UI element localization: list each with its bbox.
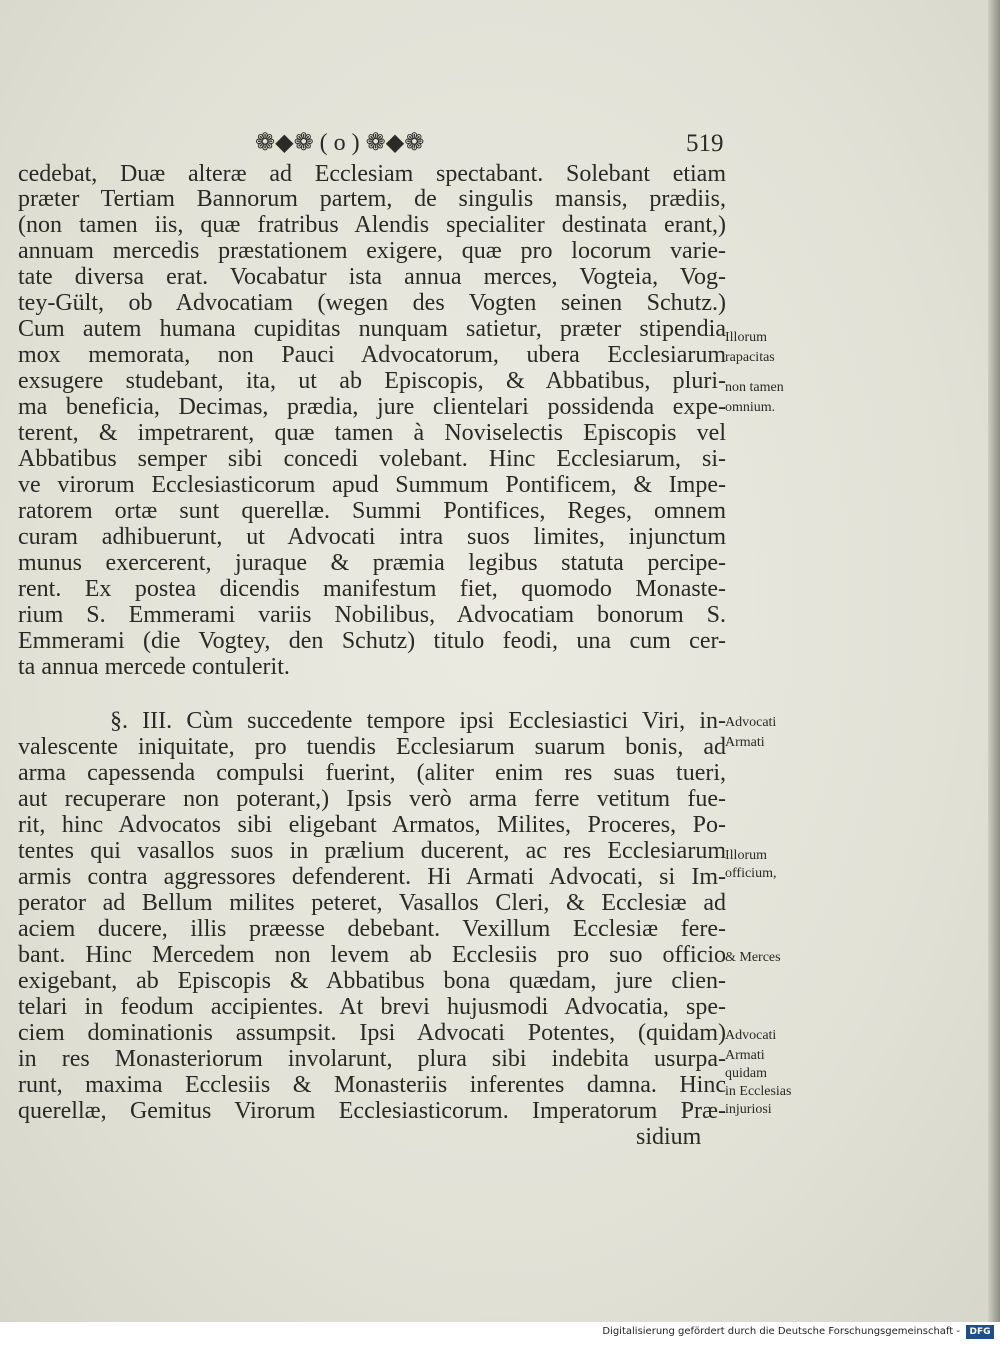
funding-notice: Digitalisierung gefördert durch die Deutsche Forschungsgemeinschaft - [602,1326,960,1337]
text-line: tey-Gült, ob Advocatiam (wegen des Vogten seinen Schutz.) [18,290,726,316]
text-line: exsugere studebant, ita, ut ab Episcopis, & Abbatibus, pluri- [18,368,726,394]
text-line: ratorem ortæ sunt querellæ. Summi Pontifices, Reges, omnem [18,498,726,524]
text-line: annuam mercedis præstationem exigere, quæ pro locorum varie- [18,238,726,264]
text-line: ciem dominationis assumpsit. Ipsi Advocati Potentes, (quidam) [18,1020,726,1046]
text-line: ve virorum Ecclesiasticorum apud Summum Pontificem, & Impe- [18,472,726,498]
text-line: terent, & impetrarent, quæ tamen à Noviselectis Episcopis vel [18,420,726,446]
text-line: exigebant, ab Episcopis & Abbatibus bona quædam, jure clien- [18,968,726,994]
text-line: tate diversa erat. Vocabatur ista annua merces, Vogteia, Vog- [18,264,726,290]
text-line: tentes qui vasallos suos in prælium ducerent, ac res Ecclesiarum [18,838,726,864]
text-line: arma capessenda compulsi fuerint, (aliter enim res suas tueri, [18,760,726,786]
text-line: mox memorata, non Pauci Advocatorum, ubera Ecclesiarum [18,342,726,368]
text-line: munus exercerent, juraque & præmia legibus statuta percipe- [18,550,726,576]
footer-bar [0,1322,1000,1347]
text-line: præter Tertiam Bannorum partem, de singulis mansis, prædiis, [18,186,726,212]
marginal-note: officium, [725,866,777,881]
marginal-note: injuriosi [725,1102,772,1117]
marginal-note: in Ecclesias [725,1084,792,1099]
marginal-note: Armati [725,1048,765,1063]
text-line: querellæ, Gemitus Virorum Ecclesiasticorum. Imperatorum Præ- [18,1098,726,1124]
dfg-logo[interactable]: DFG [966,1325,994,1339]
text-line: perator ad Bellum milites peteret, Vasallos Cleri, & Ecclesiæ ad [18,890,726,916]
text-line: Cum autem humana cupiditas nunquam satietur, præter stipendia [18,316,726,342]
text-line: aut recuperare non poterant,) Ipsis verò arma ferre vetitum fue- [18,786,726,812]
text-line: Abbatibus semper sibi concedi volebant. Hinc Ecclesiarum, si- [18,446,726,472]
text-line: rium S. Emmerami variis Nobilibus, Advocatiam bonorum S. [18,602,726,628]
text-line: telari in feodum accipientes. At brevi hujusmodi Advocatia, spe- [18,994,726,1020]
marginal-note: Advocati [725,715,777,730]
marginal-note: omnium. [725,400,776,415]
marginal-note: Illorum [725,330,767,345]
marginal-note: quidam [725,1066,767,1081]
text-line: valescente iniquitate, pro tuendis Ecclesiarum suarum bonis, ad [18,734,726,760]
text-line: Emmerami (die Vogtey, den Schutz) titulo feodi, una cum cer- [18,628,726,654]
text-line: curam adhibuerunt, ut Advocati intra suos limites, injunctum [18,524,726,550]
text-line: rit, hinc Advocatos sibi eligebant Armatos, Milites, Proceres, Po- [18,812,726,838]
text-line: runt, maxima Ecclesiis & Monasteriis inferentes damna. Hinc [18,1072,726,1098]
text-line: in res Monasteriorum involarunt, plura sibi indebita usurpa- [18,1046,726,1072]
marginal-note: Armati [725,735,765,750]
marginal-note: & Merces [725,950,781,965]
marginal-note: Illorum [725,848,767,863]
page-number: 519 [686,130,724,157]
catchword: sidium [636,1124,702,1150]
running-header-ornament: ❁◆❁ ( o ) ❁◆❁ [255,130,425,156]
text-line: ta annua mercede contulerit. [18,654,290,680]
text-line: cedebat, Duæ alteræ ad Ecclesiam spectabant. Solebant etiam [18,161,726,187]
page-edge-shadow [988,0,1000,1322]
text-line: rent. Ex postea dicendis manifestum fiet, quomodo Monaste- [18,576,726,602]
text-line: §. III. Cùm succedente tempore ipsi Ecclesiastici Viri, in- [110,708,726,734]
marginal-note: Advocati [725,1028,777,1043]
text-line: ma beneficia, Decimas, prædia, jure clientelari possidenda expe- [18,394,726,420]
text-line: aciem ducere, illis præesse debebant. Vexillum Ecclesiæ fere- [18,916,726,942]
text-line: armis contra aggressores defenderent. Hi Armati Advocati, si Im- [18,864,726,890]
marginal-note: rapacitas [725,350,775,365]
marginal-note: non tamen [725,380,784,395]
text-line: (non tamen iis, quæ fratribus Alendis specialiter destinata erant,) [18,212,726,238]
text-line: bant. Hinc Mercedem non levem ab Ecclesiis pro suo officio [18,942,726,968]
